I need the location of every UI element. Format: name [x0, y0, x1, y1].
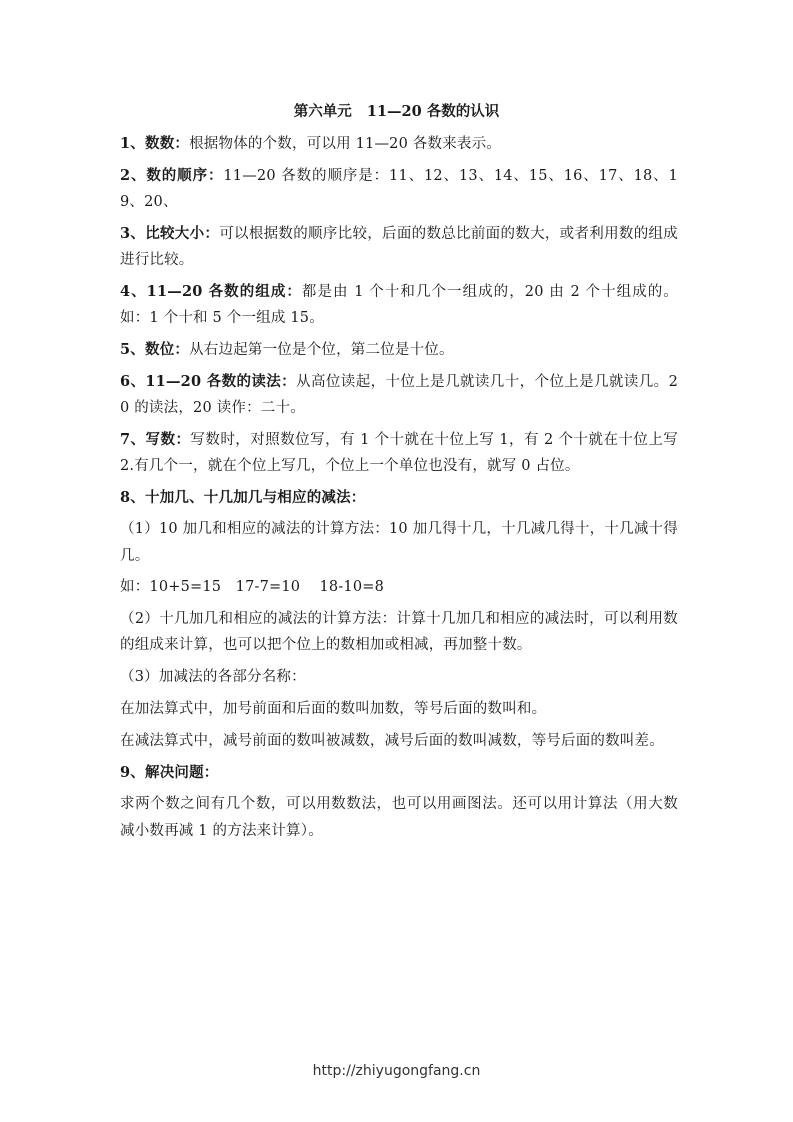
paragraph-heading: 1、数数：: [120, 135, 190, 152]
paragraph-9: [120, 760, 678, 786]
paragraph-3: [120, 221, 678, 273]
paragraph-heading: 8、十加几、十几加几与相应的减法：: [120, 488, 366, 506]
paragraph-text: 可以根据数的顺序比较，后面的数总比前面的数大，或者利用数的组成进行比较。: [120, 225, 678, 268]
paragraph-8-1: [120, 516, 678, 568]
paragraph-heading: 2、数的顺序：: [120, 166, 224, 184]
paragraph-8-subtraction: [120, 728, 678, 754]
paragraph-text: （3）加减法的各部分名称：: [120, 669, 306, 686]
paragraph-text: 如：10+5=15 17-7=10 18-10=8: [120, 579, 385, 596]
paragraph-8-3: [120, 664, 678, 690]
paragraph-text: 求两个数之间有几个数，可以用数数法，也可以用画图法。还可以用计算法（用大数减小数再减 1 的方法来计算）。: [120, 796, 678, 839]
paragraph-text: 写数时，对照数位写，有 1 个十就在十位上写 1，有 2 个十就在十位上写 2.有几个一，就在个位上写几，个位上一个单位也没有，就写 0 占位。: [120, 431, 679, 474]
paragraph-text: 11—20 各数的顺序是：11、12、13、14、15、16、17、18、19、20、: [120, 167, 678, 210]
document-title: 第六单元 11—20 各数的认识: [293, 103, 500, 120]
paragraph-6: [120, 369, 678, 421]
paragraph-8-addition: [120, 696, 678, 722]
paragraph-5: [120, 337, 678, 363]
paragraph-heading: 3、比较大小：: [120, 224, 220, 242]
paragraph-text: 在减法算式中，减号前面的数叫被减数，减号后面的数叫减数，等号后面的数叫差。: [120, 732, 664, 749]
document-body: [120, 131, 678, 849]
footer-url: http://zhiyugongfang.cn: [312, 1063, 481, 1079]
paragraph-text: （2）十几加几和相应的减法的计算方法：计算十几加几和相应的减法时，可以利用数的组成来计算，也可以把个位上的数相加或相减，再加整十数。: [120, 611, 678, 654]
paragraph-7: [120, 427, 678, 479]
paragraph-text: 从右边起第一位是个位，第二位是十位。: [189, 341, 454, 358]
paragraph-8-2: [120, 606, 678, 658]
paragraph-2: [120, 163, 678, 215]
paragraph-text: 在加法算式中，加号前面和后面的数叫加数，等号后面的数叫和。: [120, 700, 547, 717]
paragraph-8: [120, 485, 678, 511]
paragraph-heading: 7、写数：: [120, 430, 191, 448]
paragraph-text: 从高位读起，十位上是几就读几十，个位上是几就读几。20 的读法，20 读作：二十。: [120, 373, 678, 416]
paragraph-heading: 6、11—20 各数的读法：: [120, 372, 297, 390]
paragraph-text: 根据物体的个数，可以用 11—20 各数来表示。: [189, 136, 502, 152]
paragraph-4: [120, 279, 678, 331]
paragraph-heading: 9、解决问题：: [120, 763, 219, 781]
paragraph-8-example: [120, 574, 678, 600]
paragraph-heading: 5、数位：: [120, 340, 190, 358]
paragraph-1: [120, 131, 678, 157]
paragraph-heading: 4、11—20 各数的组成：: [120, 282, 302, 300]
paragraph-9-text: [120, 791, 678, 843]
paragraph-text: （1）10 加几和相应的减法的计算方法：10 加几得十几，十几减几得十，十几减十得几。: [120, 521, 678, 564]
paragraph-text: 都是由 1 个十和几个一组成的，20 由 2 个十组成的。如：1 个十和 5 个一组成 15。: [120, 283, 678, 326]
